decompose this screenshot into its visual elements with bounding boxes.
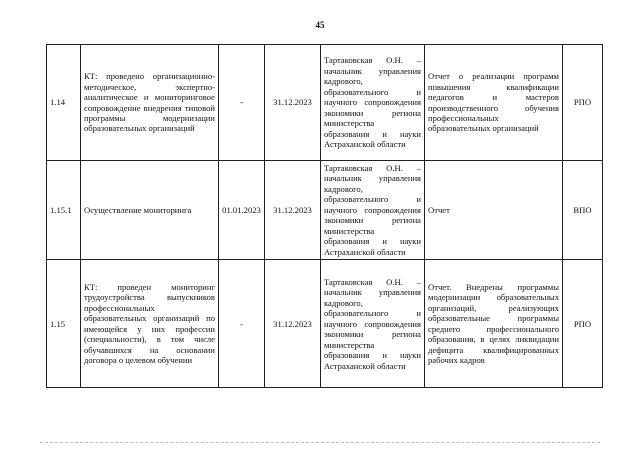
row-start-date: -: [219, 260, 265, 388]
row-title: Осуществление мониторинга: [81, 161, 219, 260]
row-level: РПО: [563, 260, 603, 388]
row-start-date: 01.01.2023: [219, 161, 265, 260]
row-number: 1.15: [47, 260, 81, 388]
row-result: Отчет: [425, 161, 563, 260]
row-result: Отчет. Внедрены программы модернизации образовательных организаций, реализующих образовательные программы среднего профессионального образования, в целях ликвидации дефицита квалифицированных рабочих кадров: [425, 260, 563, 388]
page-number: 45: [315, 20, 325, 30]
row-level: РПО: [563, 45, 603, 161]
row-start-date: -: [219, 45, 265, 161]
table-row: [47, 45, 603, 161]
plan-table: [46, 44, 603, 388]
table-row: [47, 260, 603, 388]
row-responsible: Тартаковская О.Н. – начальник управления кадрового, образовательного и научного сопровождения экономики региона министерства образования и науки Астраханской области: [321, 260, 425, 388]
table-row: [47, 161, 603, 260]
row-end-date: 31.12.2023: [265, 45, 321, 161]
row-level: ВПО: [563, 161, 603, 260]
row-number: 1.15.1: [47, 161, 81, 260]
row-result: Отчет о реализации программ повышения квалификации педагогов и мастеров производственного обучения профессиональных образовательных организаций: [425, 45, 563, 161]
row-responsible: Тартаковская О.Н. – начальник управления кадрового, образовательного и научного сопровождения экономики региона министерства образования и науки Астраханской области: [321, 161, 425, 260]
row-title: КТ: проведено организационно-методическое, экспертно-аналитическое и мониторинговое сопровождение внедрения типовой программы модернизации образовательных организаций: [81, 45, 219, 161]
row-number: 1.14: [47, 45, 81, 161]
row-responsible: Тартаковская О.Н. – начальник управления кадрового, образовательного и научного сопровождения экономики региона министерства образования и науки Астраханской области: [321, 45, 425, 161]
row-end-date: 31.12.2023: [265, 161, 321, 260]
row-end-date: 31.12.2023: [265, 260, 321, 388]
scan-edge-line: [40, 442, 600, 443]
row-title: КТ: проведен мониторинг трудоустройства выпускников профессиональных образовательных организаций по имеющейся у них профессии (специальности), в том числе обучавшихся на основании договора о целевом обучении: [81, 260, 219, 388]
